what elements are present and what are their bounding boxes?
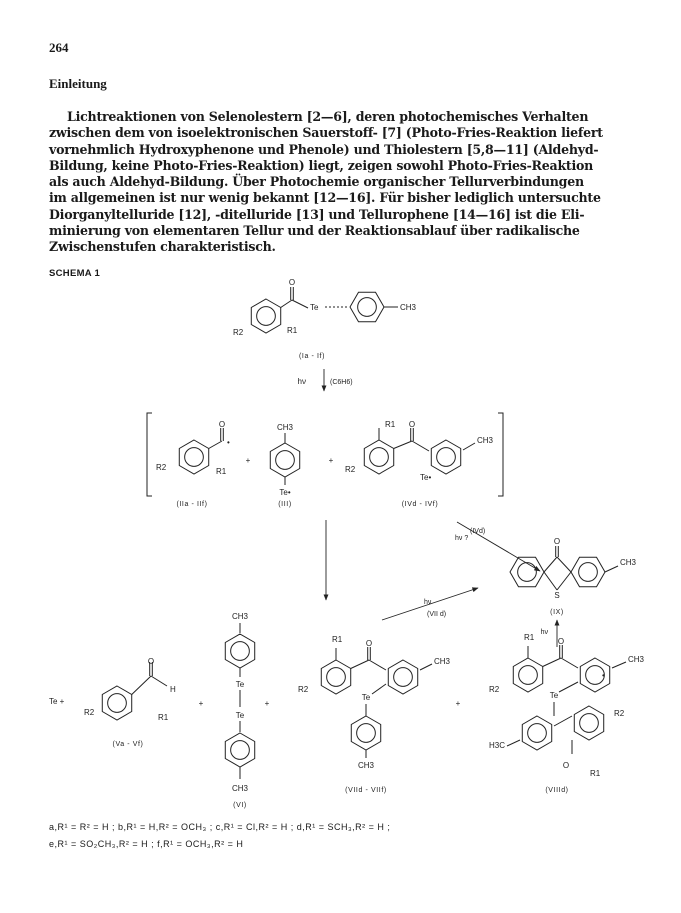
bond: [151, 676, 167, 686]
aryl-ring: [574, 706, 603, 740]
intro-line: Zwischenstufen charakteristisch.: [49, 239, 276, 255]
r1-substituent: R1: [590, 769, 601, 778]
aromatic-circle: [185, 448, 204, 467]
r2-substituent: R2: [489, 685, 500, 694]
r1-substituent: R1: [158, 713, 169, 722]
intro-line: Lichtreaktionen von Selenolestern [2—6], deren photochemisches Verhalten: [67, 109, 589, 124]
r1-substituent: R1: [287, 326, 298, 335]
compound-label-V: (Va - Vf): [112, 741, 144, 748]
compound-label-VII: (VIId - VIIf): [345, 787, 387, 794]
schema-title: SCHEMA 1: [49, 268, 101, 279]
tolyl-ring: [270, 443, 299, 477]
oxygen-atom: O: [557, 637, 565, 646]
aromatic-circle: [528, 724, 547, 743]
bond: [605, 566, 618, 572]
intro-line: Diorganyltelluride [12], -ditelluride [13] und Tellurophene [14—16] ist die Eli-: [49, 206, 585, 222]
aromatic-circle: [370, 448, 389, 467]
bond: [394, 441, 412, 449]
intro-line: minierung von elementaren Tellur und der Reaktionsablauf über radikalische: [49, 223, 580, 239]
methyl-group: CH3: [231, 612, 249, 621]
intro-line: als auch Aldehyd-Bildung. Über Photochemie organischer Tellurverbindungen: [49, 174, 584, 190]
tolyl-ring: [225, 733, 254, 767]
plus-sign: +: [198, 699, 204, 708]
hv-label: hν: [297, 377, 306, 386]
aromatic-circle: [579, 563, 598, 582]
intro-line: zwischen dem von isoelektronischen Sauerstoff- [7] (Photo-Fries-Reaktion liefert: [49, 125, 603, 141]
aromatic-circle: [518, 563, 537, 582]
bond: [292, 300, 308, 308]
tolyl-ring: [351, 716, 380, 750]
r2-substituent: R2: [614, 709, 625, 718]
aromatic-circle: [231, 642, 250, 661]
aryl-ring: [102, 686, 131, 720]
plus-sign: +: [264, 699, 270, 708]
aryl-ring: [522, 716, 551, 750]
arrow-label-VIId: (VII d): [427, 611, 447, 618]
thioxanthone-ring: [571, 557, 605, 586]
bond: [351, 660, 369, 669]
bond: [412, 441, 429, 451]
aryl-ring: [580, 658, 609, 692]
aromatic-circle: [231, 741, 250, 760]
methyl-group: CH3: [231, 784, 249, 793]
r2-substituent: R2: [233, 328, 244, 337]
oxygen-atom: O: [553, 537, 561, 546]
aryl-ring: [431, 440, 460, 474]
methyl-group: H3C: [488, 741, 505, 750]
aryl-ring: [251, 299, 280, 333]
methyl-group: CH3: [400, 303, 417, 312]
tellurium-atom: Te: [361, 693, 371, 702]
tellurium-radical: Te•: [420, 473, 432, 482]
methyl-group: CH3: [276, 423, 294, 432]
aromatic-circle: [437, 448, 456, 467]
plus-sign: +: [455, 699, 461, 708]
compound-label-II: (IIa - IIf): [176, 501, 208, 508]
aromatic-circle: [519, 666, 538, 685]
oxygen-atom: O: [408, 420, 416, 429]
bond: [281, 300, 292, 308]
bond: [209, 441, 222, 449]
bond: [612, 662, 626, 668]
section-heading: Einleitung: [49, 76, 107, 91]
radical-dot: •: [227, 438, 230, 447]
substituent-legend-line: a,R¹ = R² = H ; b,R¹ = H,R² = OCH₃ ; c,R¹ = Cl,R² = H ; d,R¹ = SCH₃,R² = H ;: [49, 822, 391, 832]
sulfur-atom: S: [554, 591, 560, 600]
aromatic-circle: [580, 714, 599, 733]
bond: [507, 740, 520, 746]
r2-substituent: R2: [298, 685, 309, 694]
hv-label: hν: [540, 629, 548, 636]
plus-sign: +: [245, 456, 251, 465]
compound-label-IV: (IVd - IVf): [401, 501, 439, 508]
aryl-ring: [388, 660, 417, 694]
plus-sign: +: [328, 456, 334, 465]
oxygen-atom: O: [147, 657, 155, 666]
aromatic-circle: [357, 724, 376, 743]
tellurium-atom: Te: [235, 680, 245, 689]
tellurium-radical: Te•: [279, 488, 291, 497]
oxygen-atom: O: [288, 278, 296, 287]
oxygen-atom: O: [562, 761, 570, 770]
bond: [544, 557, 557, 572]
bond: [557, 557, 571, 572]
r2-substituent: R2: [156, 463, 167, 472]
aromatic-circle: [358, 298, 377, 317]
solvent-label: (C6H6): [330, 379, 353, 386]
bond: [420, 664, 432, 670]
aromatic-circle: [394, 668, 413, 687]
intro-line: vornehmlich Hydroxyphenone und Phenole) und Thiolestern [5,8—11] (Aldehyd-: [49, 141, 599, 157]
tolyl-ring: [225, 634, 254, 668]
r1-substituent: R1: [524, 633, 535, 642]
aromatic-circle: [327, 668, 346, 687]
methyl-group: CH3: [357, 761, 375, 770]
tellurium-atom: Te: [310, 303, 319, 312]
r1-substituent: R1: [216, 467, 227, 476]
bond: [132, 676, 151, 695]
aromatic-circle: [108, 694, 127, 713]
compound-label-VI: (VI): [233, 802, 247, 809]
compound-label-I: (Ia - If): [298, 353, 326, 360]
aromatic-circle: [257, 307, 276, 326]
radical-dot: •: [602, 671, 605, 680]
r2-substituent: R2: [84, 708, 95, 717]
compound-label-IX: (IX): [550, 609, 564, 616]
arrow-label-IVd: (IVd): [470, 528, 486, 535]
aryl-ring: [179, 440, 208, 474]
bond: [463, 443, 475, 450]
bond: [543, 658, 561, 667]
methyl-group: CH3: [620, 558, 637, 567]
aryl-ring: [364, 440, 393, 474]
left-bracket: [147, 413, 152, 496]
bond: [557, 572, 571, 590]
aromatic-circle: [276, 451, 295, 470]
tolyl-ring: [350, 292, 384, 321]
substituent-legend-line: e,R¹ = SO₂CH₃,R² = H ; f,R¹ = OCH₃,R² = H: [49, 839, 244, 849]
oxygen-atom: O: [365, 639, 373, 648]
r1-substituent: R1: [332, 635, 343, 644]
tellurium-atom: Te: [235, 711, 245, 720]
right-bracket: [498, 413, 503, 496]
tellurium-plus: Te +: [49, 697, 65, 706]
intro-line: im allgemeinen ist nur wenig bekannt [12—16]. Für bisher lediglich untersuchte: [49, 190, 601, 206]
r2-substituent: R2: [345, 465, 356, 474]
methyl-group: CH3: [628, 655, 645, 664]
intro-line: Bildung, keine Photo-Fries-Reaktion) liegt, zeigen sowohl Photo-Fries-Reaktion: [49, 157, 594, 173]
thioxanthone-ring: [510, 557, 544, 586]
bond: [559, 682, 578, 692]
oxygen-atom: O: [218, 420, 226, 429]
page-number: 264: [49, 40, 69, 55]
methyl-group: CH3: [434, 657, 451, 666]
bond: [369, 660, 386, 670]
methyl-group: CH3: [477, 436, 494, 445]
aldehyde-hydrogen: H: [170, 685, 176, 694]
aryl-ring: [513, 658, 542, 692]
bond: [544, 572, 557, 590]
r1-substituent: R1: [385, 420, 396, 429]
aryl-ring: [321, 660, 350, 694]
hv-label: hν: [424, 599, 432, 606]
hv-label: hν ?: [455, 535, 469, 542]
tellurium-atom: Te: [549, 691, 559, 700]
compound-label-III: (III): [278, 501, 292, 508]
bond: [561, 658, 578, 668]
bond: [554, 716, 572, 726]
bond: [372, 684, 386, 694]
compound-label-VIII: (VIIId): [545, 787, 569, 794]
